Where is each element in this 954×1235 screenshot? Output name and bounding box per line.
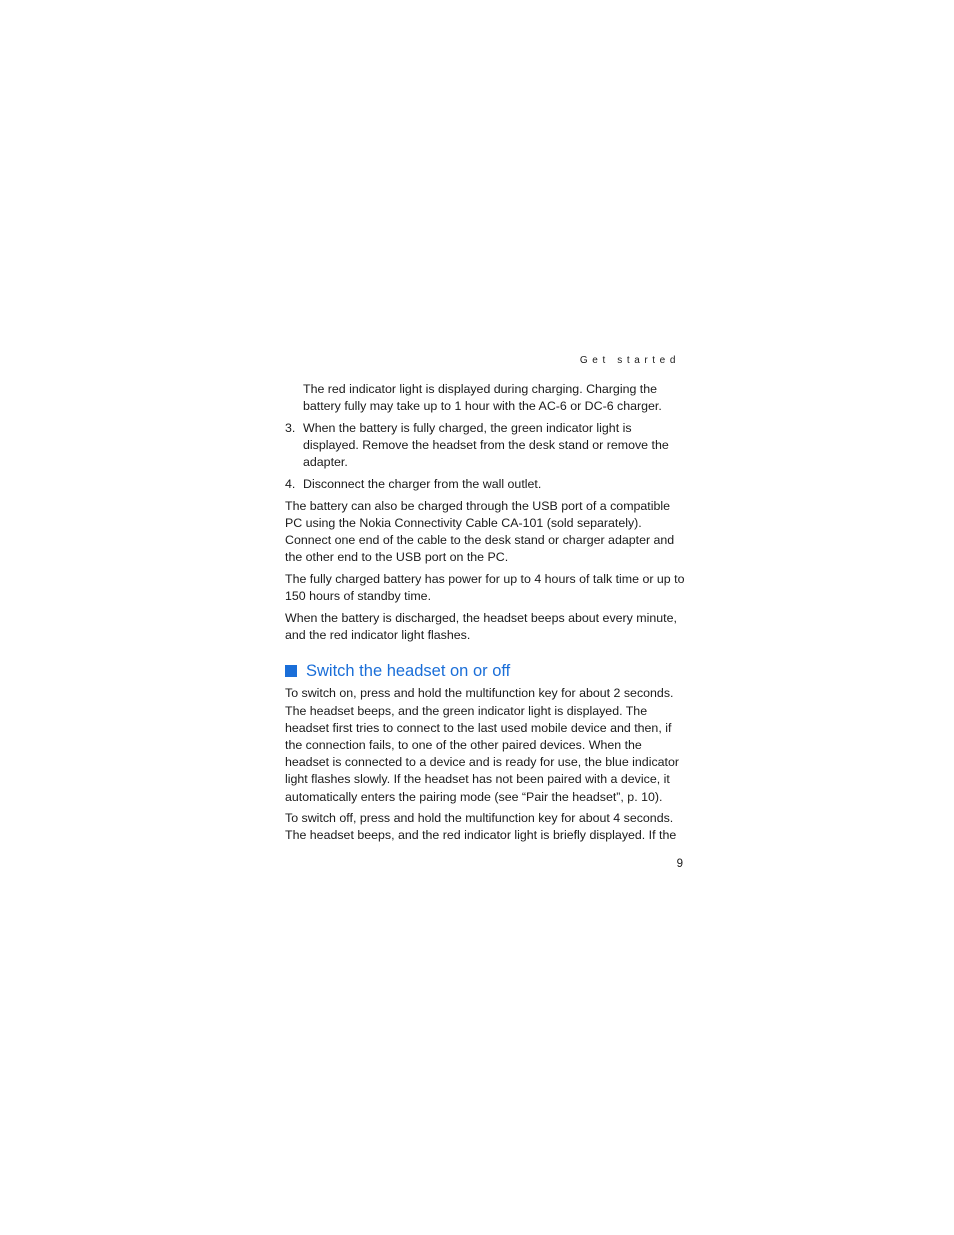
page-number: 9 xyxy=(676,858,683,870)
page-content xyxy=(285,381,685,849)
step-continuation-paragraph: The red indicator light is displayed during charging. Charging the battery fully may take up to 1 hour with the AC-6 or DC-6 charger. xyxy=(303,382,662,414)
list-item-step-4 xyxy=(285,476,685,493)
list-item-step-3 xyxy=(285,420,685,472)
usb-charging-paragraph: The battery can also be charged through the USB port of a compatible PC using the Nokia Connectivity Cable CA-101 (sold separately). Connect one end of the cable to the desk stand or charger adapter and the other end to the USB port on the PC. xyxy=(285,498,675,565)
switch-off-paragraph: To switch off, press and hold the multifunction key for about 4 seconds. The headset beeps, and the red indicator light is briefly displayed. If the xyxy=(285,811,677,843)
list-number: 3. xyxy=(285,420,296,435)
section-heading xyxy=(285,661,685,681)
list-number: 4. xyxy=(285,477,296,492)
list-text: Disconnect the charger from the wall outlet. xyxy=(303,477,542,492)
running-header: Get started xyxy=(579,355,680,366)
list-text: When the battery is fully charged, the green indicator light is displayed. Remove the headset from the desk stand or remove the adapter. xyxy=(303,420,669,470)
section-title: Switch the headset on or off xyxy=(306,662,511,681)
battery-discharged-paragraph: When the battery is discharged, the headset beeps about every minute, and the red indicator light flashes. xyxy=(285,610,677,643)
battery-capacity-paragraph: The fully charged battery has power for up to 4 hours of talk time or up to 150 hours of standby time. xyxy=(285,572,685,604)
switch-on-paragraph: To switch on, press and hold the multifunction key for about 2 seconds. The headset beeps, and the green indicator light is displayed. The headset first tries to connect to the last used mobile device and then, if the connection fails, to one of the other paired devices. When the headset is connected to a device and is ready for use, the blue indicator light flashes slowly. If the headset has not been paired with a device, it automatically enters the pairing mode (see “Pair the headset”, p. 10). xyxy=(285,686,679,804)
square-bullet-icon xyxy=(285,665,297,677)
